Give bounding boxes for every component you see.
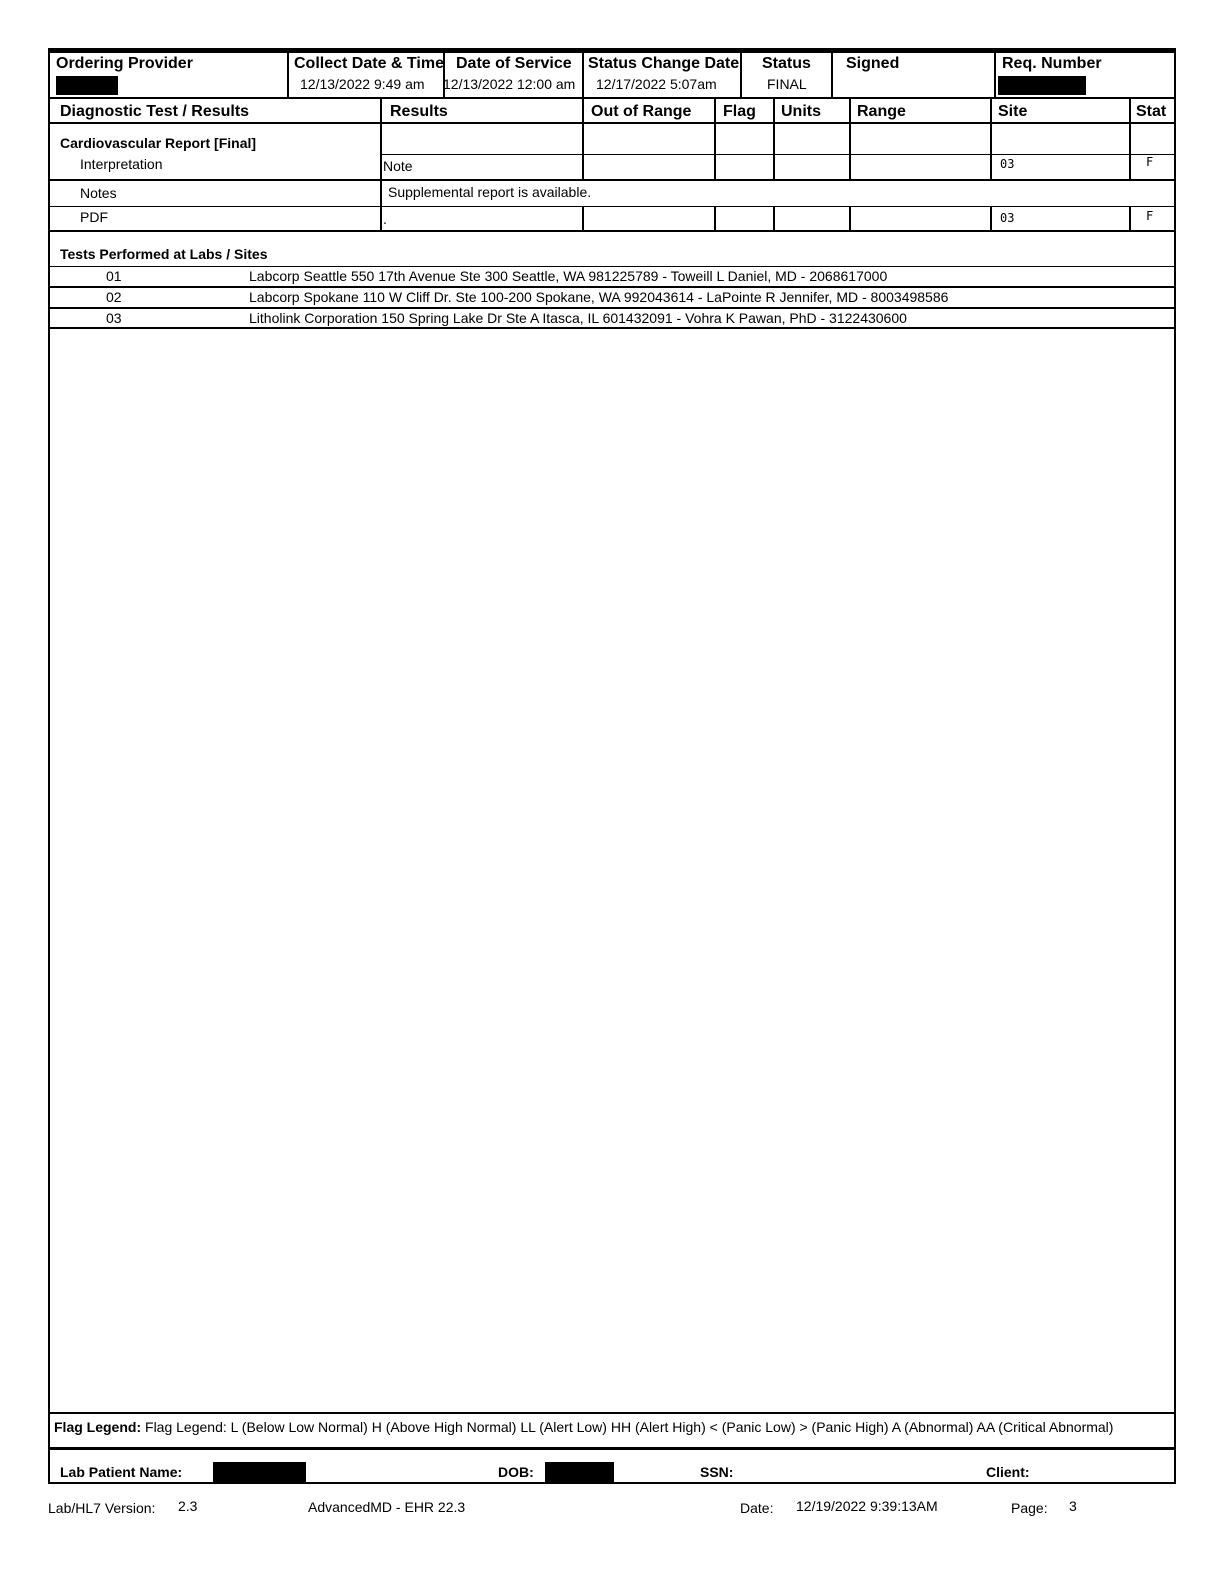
divider (48, 97, 1176, 99)
status-change-label: Status Change Date (588, 55, 740, 72)
hl7-version-value: 2.3 (178, 1498, 198, 1514)
client-label: Client: (986, 1464, 1030, 1480)
date-of-service-label: Date of Service (456, 55, 572, 72)
redacted-req-number (998, 76, 1086, 95)
redacted-dob (545, 1462, 614, 1482)
divider (582, 98, 584, 180)
divider (48, 206, 1176, 207)
redacted-patient-name (213, 1462, 306, 1482)
lab-info: Litholink Corporation 150 Spring Lake Dr Ste A Itasca, IL 601432091 - Vohra K Pawan, PhD - 3122430600 (249, 310, 907, 326)
divider (1129, 98, 1131, 180)
result-value: . (383, 211, 387, 227)
divider (849, 98, 851, 180)
collect-date-label: Collect Date & Time (294, 55, 444, 72)
test-name: PDF (80, 209, 108, 225)
divider (849, 207, 851, 231)
divider (48, 266, 1176, 267)
col-results: Results (390, 103, 448, 120)
divider (831, 52, 833, 98)
divider (287, 52, 289, 98)
flag-legend-label: Flag Legend: (54, 1419, 142, 1435)
patient-name-label: Lab Patient Name: (60, 1464, 183, 1480)
report-frame (48, 48, 1176, 1484)
lab-code: 01 (106, 268, 122, 284)
product-name: AdvancedMD - EHR 22.3 (308, 1499, 466, 1515)
collect-date-value: 12/13/2022 9:49 am (300, 76, 425, 92)
divider (773, 207, 775, 231)
lab-code: 03 (106, 310, 122, 326)
divider (773, 98, 775, 180)
print-date-label: Date: (740, 1500, 774, 1516)
test-name: Notes (80, 185, 117, 201)
col-site: Site (998, 103, 1028, 120)
ssn-label: SSN: (700, 1464, 734, 1480)
result-value: Supplemental report is available. (388, 184, 592, 200)
divider (48, 327, 1176, 329)
col-test: Diagnostic Test / Results (60, 103, 250, 120)
divider (48, 286, 1176, 288)
divider (48, 122, 1176, 124)
lab-code: 02 (106, 289, 122, 305)
col-out-of-range: Out of Range (591, 103, 692, 120)
divider (994, 52, 996, 98)
flag-legend-text: Flag Legend: L (Below Low Normal) H (Above High Normal) LL (Alert Low) HH (Alert High) < (Panic Low) > (Panic High) A (Abnormal) AA (Critical Abnormal) (145, 1419, 1114, 1435)
col-range: Range (857, 103, 906, 120)
divider (740, 52, 742, 98)
status-value: FINAL (767, 76, 807, 92)
stat-value: F (1146, 155, 1154, 169)
page-number: 3 (1069, 1498, 1077, 1514)
labs-title: Tests Performed at Labs / Sites (60, 246, 268, 262)
divider (990, 207, 992, 231)
date-of-service-value: 12/13/2022 12:00 am (443, 76, 576, 92)
site-value: 03 (1000, 157, 1015, 171)
divider (582, 207, 584, 231)
divider (48, 1412, 1176, 1414)
lab-info: Labcorp Spokane 110 W Cliff Dr. Ste 100-200 Spokane, WA 992043614 - LaPointe R Jennifer, MD - 8003498586 (249, 289, 949, 305)
divider (48, 307, 1176, 309)
status-label: Status (762, 55, 811, 72)
dob-label: DOB: (498, 1464, 534, 1480)
req-number-label: Req. Number (1002, 55, 1102, 72)
signed-label: Signed (846, 55, 900, 72)
page-label: Page: (1011, 1500, 1048, 1516)
col-units: Units (781, 103, 821, 120)
status-change-value: 12/17/2022 5:07am (596, 76, 717, 92)
col-flag: Flag (723, 103, 756, 120)
print-date-value: 12/19/2022 9:39:13AM (796, 1498, 938, 1514)
stat-value: F (1146, 209, 1154, 223)
divider (990, 98, 992, 180)
divider (48, 1447, 1176, 1450)
divider (714, 98, 716, 180)
test-name: Interpretation (80, 156, 163, 172)
site-value: 03 (1000, 211, 1015, 225)
divider (714, 207, 716, 231)
divider (1129, 207, 1131, 231)
divider (582, 52, 584, 98)
divider (380, 98, 382, 180)
divider (380, 154, 1176, 155)
divider (48, 230, 1176, 232)
divider (48, 179, 1176, 181)
col-stat: Stat (1136, 103, 1167, 120)
redacted-provider (56, 76, 118, 95)
hl7-version-label: Lab/HL7 Version: (48, 1500, 156, 1516)
ordering-provider-label: Ordering Provider (56, 55, 193, 72)
result-value: Note (383, 158, 413, 174)
lab-info: Labcorp Seattle 550 17th Avenue Ste 300 Seattle, WA 981225789 - Toweill L Daniel, MD - 2068617000 (249, 268, 888, 284)
report-title: Cardiovascular Report [Final] (60, 135, 257, 151)
flag-legend (54, 1419, 1113, 1435)
